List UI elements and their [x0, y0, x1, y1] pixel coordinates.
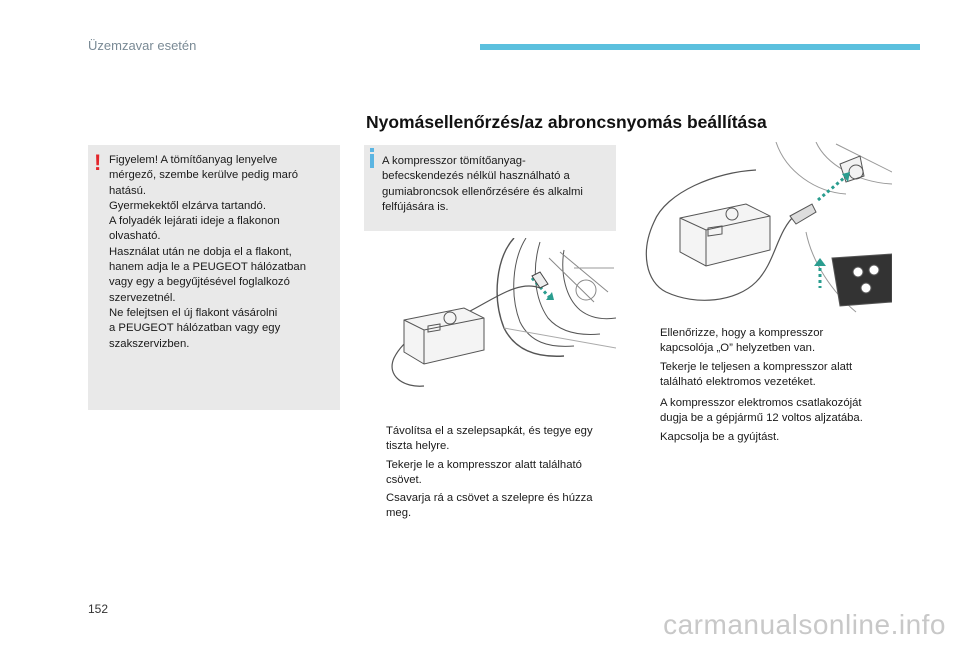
list-item: [366, 491, 616, 522]
step-line: Kapcsolja be a gyújtást.: [660, 430, 780, 443]
section-title: Üzemzavar esetén: [88, 38, 197, 53]
step-line: kapcsolója „O” helyzetben van.: [660, 342, 816, 355]
list-item: [640, 326, 900, 357]
warning-line: A folyadék lejárati ideje a flakonon: [109, 215, 280, 228]
warning-line: szervezetnél.: [109, 291, 176, 304]
step-line: csövet.: [386, 473, 422, 486]
illustration-12v-socket: [636, 142, 892, 314]
warning-text: [109, 153, 335, 352]
warning-line: hanem adja le a PEUGEOT hálózatban: [109, 261, 306, 274]
warning-line: Gyermekektől elzárva tartandó.: [109, 199, 266, 212]
warning-line: Figyelem! A tömítőanyag lenyelve: [109, 154, 278, 166]
step-line: található elektromos vezetéket.: [660, 375, 816, 388]
warning-line: olvasható.: [109, 230, 161, 243]
list-item: [366, 424, 616, 455]
info-icon: [370, 154, 374, 168]
warning-line: Használat után ne dobja el a flakont,: [109, 245, 292, 258]
warning-line: hatású.: [109, 184, 147, 197]
warning-box: [88, 145, 340, 410]
steps-left: [366, 424, 616, 525]
info-line: gumiabroncsok ellenőrzésére és alkalmi: [382, 185, 583, 198]
step-line: A kompresszor elektromos csatlakozóját: [660, 397, 862, 410]
warning-line: mérgező, szembe kerülve pedig maró: [109, 169, 298, 182]
step-line: meg.: [386, 507, 412, 520]
illustration-tyre-valve: [364, 238, 616, 410]
step-line: dugja be a gépjármű 12 voltos aljzatába.: [660, 412, 863, 425]
steps-right: [640, 326, 900, 448]
page-number: 152: [88, 602, 109, 616]
warning-line: vagy egy a begyűjtésével foglalkozó: [109, 276, 290, 289]
step-line: tiszta helyre.: [386, 440, 450, 453]
info-box: [364, 145, 616, 231]
compressor-tyre-drawing: [364, 238, 616, 410]
list-item: [640, 430, 900, 445]
warning-line: Ne felejtsen el új flakont vásárolni: [109, 306, 278, 319]
watermark: carmanualsonline.info: [663, 609, 946, 640]
step-line: Tekerje le teljesen a kompresszor alatt: [660, 360, 853, 373]
list-item: [366, 458, 616, 489]
warning-line: a PEUGEOT hálózatban vagy egy: [109, 322, 281, 335]
list-item: [640, 360, 900, 391]
info-line: befecskendezés nélkül használható a: [382, 170, 570, 183]
main-heading: Nyomásellenőrzés/az abroncsnyomás beállítása: [366, 112, 767, 132]
info-line: felfújására is.: [382, 200, 449, 213]
warning-line: szakszervizben.: [109, 337, 190, 350]
step-line: Csavarja rá a csövet a szelepre és húzza: [386, 492, 593, 505]
step-line: Tekerje le a kompresszor alatt található: [386, 458, 582, 471]
exclamation-icon: !: [94, 150, 102, 175]
section-header-bar: [480, 44, 920, 50]
step-line: Távolítsa el a szelepsapkát, és tegye egy: [386, 425, 593, 437]
list-item: [640, 396, 900, 427]
info-line: A kompresszor tömítőanyag-: [382, 155, 526, 167]
compressor-socket-drawing: [636, 142, 892, 314]
step-line: Ellenőrizze, hogy a kompresszor: [660, 327, 824, 339]
info-text: [382, 154, 610, 215]
